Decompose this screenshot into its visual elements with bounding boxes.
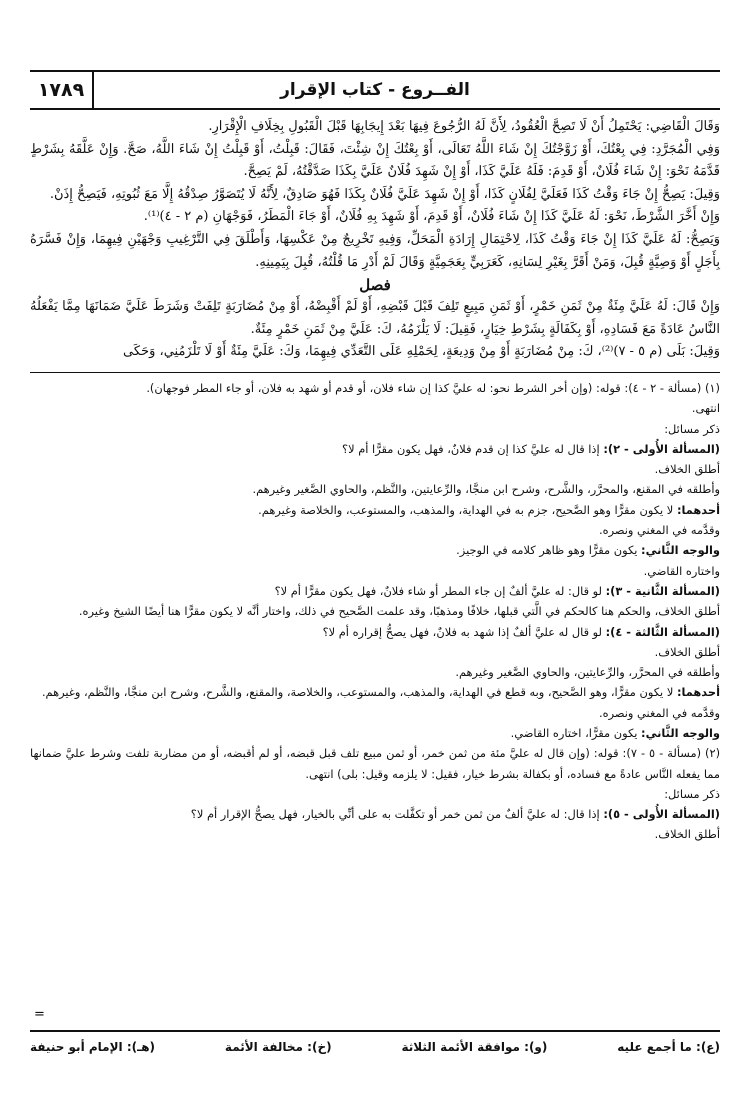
footnote-line: (٢) (مسألة - ٥ - ٧): قوله: (وإن قال له عليَّ مئة من ثمن خمر، أو ثمن مبيع تلف قبل قبضه، أو لم أقبضه، أو من مضاربة تلفت وشرط عليَّ ضمانها مما يفعله النَّاس عادةً مع فساده، أو بكفالة بشرط خيار، فقيل: لا يلزمه وقيل: بلى) انتهى. — [30, 746, 721, 781]
footnote-line — [30, 622, 720, 642]
footnote-line: انتهى. — [691, 401, 720, 416]
main-paragraph: وَقِيلَ: بَلَى (م ٥ - ٧)⁽²⁾، كَ: مِنْ مُضَارَبَةٍ أَوْ مِنْ وَدِيعَةٍ، لِحَمْلِهِ عَلَى التَّعَدِّي فِيهِمَا، وَكَ: عَلَيَّ مِئَةٌ أَوْ لَا تَلْزَمُنِي، وَحَكَى — [123, 344, 720, 360]
issue-label: (المسألة الأُولى - ٢): — [603, 441, 720, 456]
footnote-line: وقدَّمه في المغني ونصره. — [598, 523, 720, 538]
footnote-line — [30, 540, 720, 560]
issue-label: (المسألة الأُولى - ٥): — [603, 807, 720, 822]
footnote-text: يكون مقرًّا وهو ظاهر كلامه في الوجيز. — [456, 543, 638, 558]
issue-label: والوجه الثَّاني: — [641, 543, 720, 558]
footnote-line — [30, 581, 720, 601]
main-paragraph: وَإِنْ أَخَّرَ الشَّرْطَ، نَحْوَ: لَهُ عَلَيَّ كَذَا إِنْ شَاءَ فُلَانٌ، أَوْ قَدِمَ، أَوْ شَهِدَ بِهِ فُلَانٌ، أَوْ جَاءَ الْمَطَرُ، فَوَجْهَانِ (م ٢ - ٤)⁽¹⁾. — [143, 209, 720, 225]
abbrev-abu-hanifa: (هـ): الإمام أبو حنيفة — [30, 1040, 156, 1054]
footnote-line — [30, 723, 720, 743]
page-header — [30, 70, 720, 110]
footnote-text: إذا قال له عليَّ كذا إن قدم فلانٌ، فهل يكون مقرًّا أم لا؟ — [342, 441, 600, 456]
footnote-line: أطلق الخلاف. — [654, 462, 720, 477]
footnote-line — [30, 439, 720, 459]
footnote-line: ذكر مسائل: — [664, 421, 720, 436]
footnote-text: إذا قال: له عليَّ ألفٌ من ثمن خمر أو تكفَّلت به على أنِّي بالخيار، فهل يصحُّ الإقرار أم لا؟ — [190, 807, 600, 822]
abbrev-agreement: (و): موافقة الأئمة الثلاثة — [401, 1040, 548, 1054]
footnote-line: وقدَّمه في المغني ونصره. — [598, 705, 720, 720]
main-paragraph: وَيَصِحُّ: لَهُ عَلَيَّ كَذَا إِنْ جَاءَ وَقْتُ كَذَا، لِاحْتِمَالِ إِرَادَةِ الْمَحَلِّ، وَفِيهِ تَخْرِيجٌ مِنْ عَكْسِهَا، وَأَطْلَقَ فِي التَّرْغِيبِ وَجْهَيْنِ فِيهِمَا، وَإِنْ فَسَّرَهُ بِأَجَلٍ أَوْ وَصِيَّةٍ قُبِلَ، وَمَنْ أَقَرَّ بِغَيْرِ لِسَانِهِ، كَعَرَبِيٍّ بِعَجَمِيَّةٍ وَقَالَ لَمْ أَدْرِ مَا قُلْتُهُ، قُبِلَ بِيَمِينِهِ. — [30, 231, 720, 270]
main-paragraph: وَقِيلَ: يَصِحُّ إِنْ جَاءَ وَقْتُ كَذَا فَعَلَيَّ لِفُلَانٍ كَذَا، أَوْ إِنْ شَهِدَ عَلَيَّ فُلَانٌ بِكَذَا فَهُوَ صَادِقٌ، لِأَنَّهُ لَا يُتَصَوَّرُ صِدْقُهُ إِلَّا مَعَ ثُبُوتِهِ، فَيَصِحُّ إِذَنْ. — [49, 186, 720, 202]
main-paragraph: وَفِي الْمُجَرَّدِ: فِي بِعْتُكَ، أَوْ زَوَّجْتُكَ إِنْ شَاءَ اللَّهُ تَعَالَى، أَوْ بِعْتُكَ إِنْ شِئْتَ، فَقَالَ: قَبِلْتُ، أَوْ قَبِلْتُ إِنْ شَاءَ اللَّهُ، صَحَّ. وَإِنْ عَلَّقَهُ بِشَرْطٍ قَدَّمَهُ نَحْوَ: إِنْ شَاءَ فُلَانٌ، أَوْ قَدِمَ: فَلَهُ عَلَيَّ كَذَا، أَوْ إِنْ شَهِدَ فُلَانٌ عَلَيَّ بِكَذَا صَدَّقْتُهُ، لَمْ يَصِحَّ. — [30, 141, 720, 180]
main-paragraph: وَقَالَ الْقَاضِي: يَحْتَمِلُ أَنْ لَا تَصِحَّ الْعُقُودُ، لِأَنَّ لَهُ الرُّجُوعَ فِيهَا بَعْدَ إِيجَابِهَا قَبْلَ الْقَبُولِ بِخِلَافِ الْإِقْرَارِ. — [208, 119, 720, 134]
footnote-line — [30, 682, 720, 702]
abbrev-disagreement: (خ): مخالفة الأئمة — [224, 1040, 332, 1054]
footnote-line — [30, 500, 720, 520]
footnote-line: أطلق الخلاف، والحكم هنا كالحكم في الَّتي قبلها، خلافًا ومذهبًا، وقد علمت الصَّحيح في ذلك، واختار أنَّه لا يكون مقرًّا هنا أيضًا الشيخ وغيره. — [78, 604, 720, 619]
section-heading: فصل — [359, 276, 391, 295]
abbrev-consensus: (ع): ما أجمع عليه — [617, 1040, 720, 1054]
footnote-line: أطلق الخلاف. — [654, 644, 720, 659]
footnote-line: واختاره القاضي. — [643, 563, 720, 578]
abbreviations-footer — [30, 1030, 720, 1054]
footnote-text: لو قال: له عليَّ ألفٌ إن جاء المطر أو شاء فلانٌ، فهل يكون مقرًّا أم لا؟ — [274, 583, 602, 598]
footnotes — [30, 378, 720, 845]
footnote-separator — [30, 372, 720, 373]
main-text — [30, 116, 720, 364]
issue-label: أحدهما: — [676, 502, 720, 517]
footnote-text: يكون مقرًّا، اختاره القاضي. — [510, 725, 638, 740]
continuation-mark: = — [34, 1007, 45, 1022]
footnote-text: لو قال له عليَّ ألفٌ إذا شهد به فلانٌ، فهل يصحُّ إقراره أم لا؟ — [322, 624, 602, 639]
page-number: ١٧٨٩ — [30, 72, 94, 108]
footnote-text: لا يكون مقرًّا، وهو الصَّحيح، وبه قطع في الهداية، والمذهب، والمستوعب، والخلاصة، والمقنع، والشَّرح، وشرح ابن منجَّا، والنَّظم، وغيرهم. — [41, 685, 674, 700]
issue-label: (المسألة الثَّانية - ٣): — [605, 583, 720, 598]
footnote-line — [30, 804, 720, 824]
footnote-line: وأطلقه في المحرَّر، والرِّعايتين، والحاوي الصَّغير وغيرهم. — [455, 665, 720, 680]
footnote-line: وأطلقه في المقنع، والمحرَّر، والشَّرح، وشرح ابن منجَّا، والرِّعايتين، والنَّظم، والحاوي الصَّغير وغيرهم. — [252, 482, 720, 497]
footnote-text: لا يكون مقرًّا وهو الصَّحيح، جزم به في الهداية، والمذهب، والمستوعب، والخلاصة وغيرهم. — [258, 502, 674, 517]
footnote-line: أطلق الخلاف. — [654, 827, 720, 842]
issue-label: أحدهما: — [676, 685, 720, 700]
issue-label: والوجه الثَّاني: — [641, 725, 720, 740]
main-paragraph: وَإِنْ قَالَ: لَهُ عَلَيَّ مِئَةٌ مِنْ ثَمَنِ خَمْرٍ، أَوْ ثَمَنِ مَبِيعٍ تَلِفَ قَبْلَ قَبْضِهِ، أَوْ لَمْ أَقْبِضْهُ، أَوْ مِنْ مُضَارَبَةٍ تَلِفَتْ وَشَرَطَ عَلَيَّ ضَمَانَهَا مِمَّا يَفْعَلُهُ النَّاسُ عَادَةً مَعَ فَسَادِهِ، أَوْ بِكَفَالَةٍ بِشَرْطِ خِيَارٍ، فَقِيلَ: لَا يَلْزَمُهُ، كَ: عَلَيَّ مِنْ ثَمَنِ خَمْرٍ مِئَةٌ. — [30, 299, 720, 337]
book-title: الفــروع - كتاب الإقرار — [280, 80, 470, 100]
footnote-line: ذكر مسائل: — [664, 786, 720, 801]
page — [30, 70, 720, 845]
footnote-line: (١) (مسألة - ٢ - ٤): قوله: (وإن أخر الشرط نحو: له عليَّ كذا إن شاء فلان، أو قدم أو شهد به فلان، أو جاء المطر فوجهان). — [146, 380, 720, 395]
issue-label: (المسألة الثَّالثة - ٤): — [605, 624, 720, 639]
